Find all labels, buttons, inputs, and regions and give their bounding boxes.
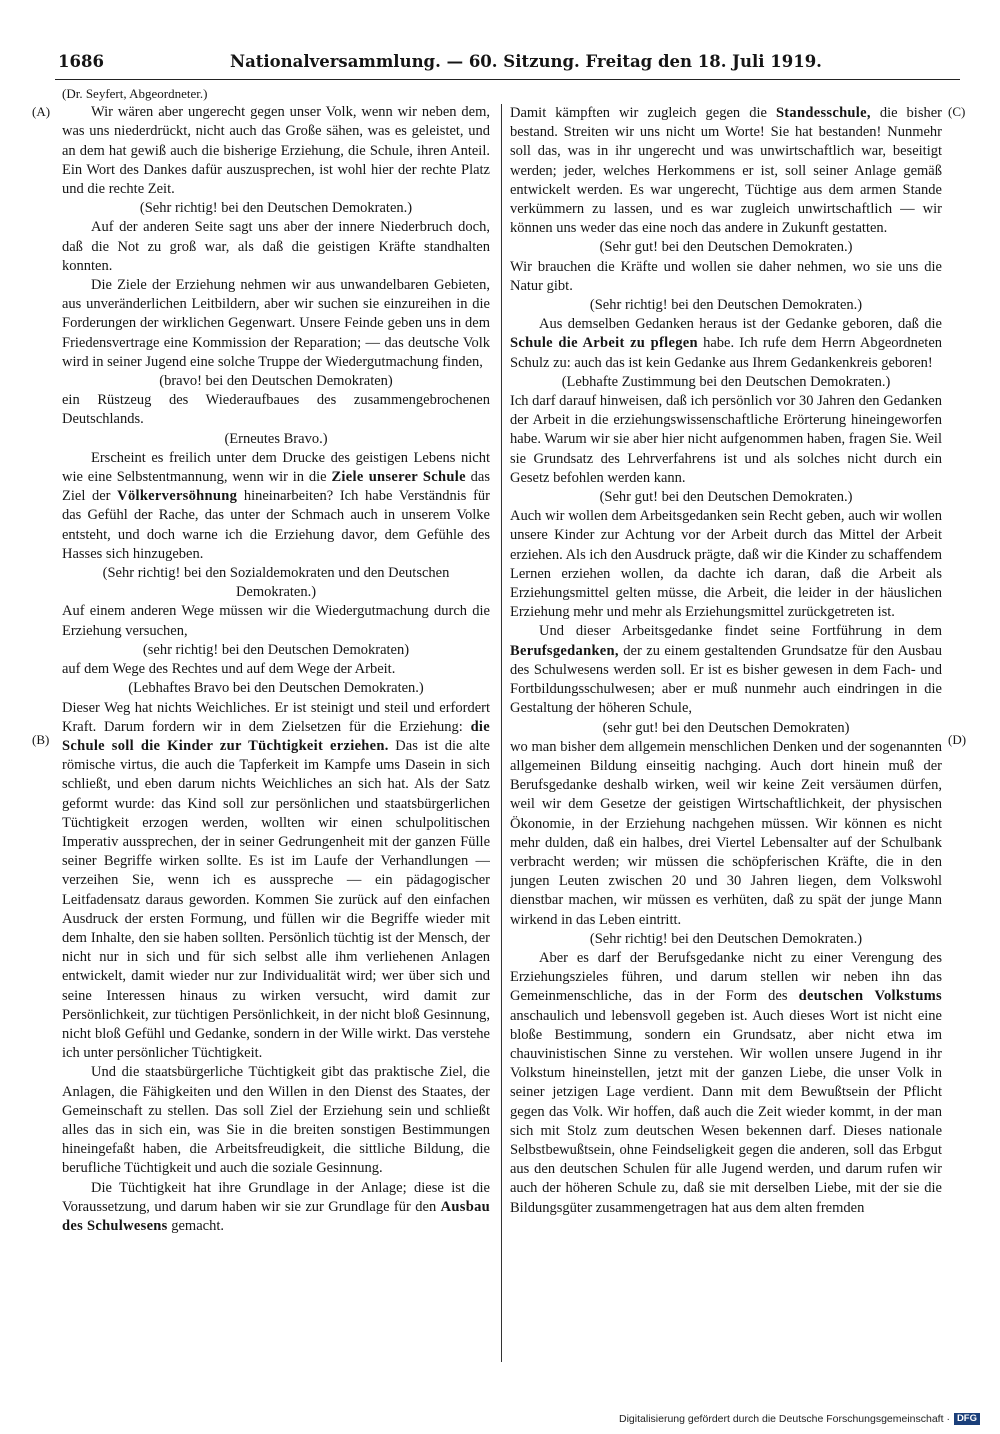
interjection: (sehr richtig! bei den Deutschen Demokraten): [142, 641, 410, 658]
paragraph: Auf einem anderen Wege müssen wir die Wiedergutmachung durch die Erziehung versuchen,: [62, 603, 490, 639]
text-run: hineinarbeiten? Ich habe Verständnis für das Gefühl der Rache, das unter der Schmach auch in unserem Volke entsteht, und doch warne ich die Erziehung davor, dem Gefühle des Hasses sich hinzugeben.: [62, 488, 490, 562]
paragraph: Die Ziele der Erziehung nehmen wir aus unwandelbaren Gebieten, aus unveränderlichen Leitbildern, aber wir suchen sie einzureihen in die Forderungen der wirklichen Gegenwart. Unsere Feinde geben uns in dem Friedensvertrage eine Kommission der Reparation; — das deutsche Volk wird in seiner Jugend eine solche Truppe der Wiedergutmachung finden,: [62, 277, 490, 370]
paragraph: ein Rüstzeug des Wiederaufbaues des zusammengebrochenen Deutschlands.: [62, 392, 490, 428]
column-divider: [501, 104, 502, 1362]
emphasis-standesschule: Standesschule,: [775, 105, 871, 121]
text-run: Aber es darf der Berufsgedanke nicht zu einer Verengung des Erziehungszieles führen, und darum stellen wir neben ihn das Gemeinmenschliche, das in der Form des: [510, 949, 942, 1005]
text-run: der zu einem gestaltenden Grundsatze für den Ausbau des Schulwesens werden soll. Er ist es bisher gewesen in dem Fach- und Fortbildungsschulwesen; aber er muß nunmehr auch eindringen in die Gestaltung der höheren Schule,: [510, 642, 942, 717]
interjection: (Sehr richtig! bei den Sozialdemokraten und den Deutschen Demokraten.): [102, 565, 450, 601]
emphasis-deutschen-volkstums: deutschen Volkstums: [798, 988, 942, 1005]
paragraph: [62, 699, 490, 1064]
interjection: (Sehr gut! bei den Deutschen Demokraten.): [599, 239, 853, 256]
paragraph: Auf der anderen Seite sagt uns aber der innere Niederbruch doch, daß die Not zu groß war, als daß die geistigen Kräfte standhalten konnten.: [62, 219, 490, 274]
text-run: Die Tüchtigkeit hat ihre Grundlage in der Anlage; diese ist die Voraussetzung, und darum haben wir sie zur Grundlage für den: [62, 1179, 490, 1215]
emphasis-schule-arbeit: Schule die Arbeit zu pflegen: [510, 335, 698, 352]
emphasis-tuechtigkeit: die Schule soll die Kinder zur Tüchtigkeit erziehen.: [62, 718, 490, 754]
paragraph: [510, 315, 942, 373]
interjection: (Lebhafte Zustimmung bei den Deutschen Demokraten.): [561, 373, 891, 390]
paragraph: wo man bisher dem allgemein menschlichen Denken und der sogenannten allgemeinen Bildung einseitig nachging. Auch dort hinein muß der Berufsgedanke deshalb wirken, weil wir keine Zeit versäumen dürfen, weil wir dem Gesetze der geistigen Wirtschaftlichkeit, der physischen Ökonomie, in der Erziehung nachgehen müssen. Wir können es nicht mehr dulden, daß ein halbes, drei Viertel Lebensalter auf der Schulbank verbracht werden; wir müssen die schöpferischen Kräfte, die in den jungen Leuten zwischen 20 und 30 Jahren liegen, dem Volkswohl dienstbar machen, wir müssen es verhüten, daß zu spät der junge Mann wirkend in das Leben eintritt.: [510, 738, 942, 928]
margin-marker-c: (C): [948, 104, 966, 119]
paragraph: Und die staatsbürgerliche Tüchtigkeit gibt das praktische Ziel, die Anlagen, die Fähigkeiten und den Willen in den Dienst des Staates, der Gemeinschaft zu stellen. Das soll Ziel der Erziehung sein und schließt alles das in sich ein, was Sie in die breiten sonstigen Bestimmungen hineingefaßt haben, die Arbeitsfreudigkeit, die sittliche Bildung, die berufliche Tüchtigkeit und auch die soziale Gesinnung.: [62, 1064, 490, 1177]
paragraph: [62, 449, 490, 564]
emphasis-voelkerversoehnung: Völkerversöhnung: [117, 488, 238, 505]
interjection: (Sehr richtig! bei den Deutschen Demokraten.): [589, 297, 863, 314]
speaker-line: (Dr. Seyfert, Abgeordneter.): [62, 86, 208, 101]
margin-marker-b: (B): [32, 732, 50, 747]
text-run: anschaulich und lebensvoll gegeben ist. Auch dieses Wort ist nicht eine bloße Bestimmung, sondern ein Grundsatz, aber nicht etwa im chauvinistischen Sinne zu verstehen. Wir wollen unsere Jugend in ihr Volkstum hineinstellen, jetzt mit der ganzen Liebe, die unser Volk in seiner jetzigen Lage verdient. Dann mit dem Bewußtsein der Pflicht gegen das Volk. Wir hoffen, daß auch die Zeit wieder kommt, in der man sich mit Stolz zum deutschen Wesen bekennen darf. Dieses nationale Selbstbewußtsein, ohne Feindseligkeit gegen die anderen, soll das Erbgut aus den deutschen Schulen für alle Jugend werden, und darum rufen wir auch der höheren Schule zu, daß sie mit derselben Liebe, mit der sie die Bildungsgüter zusammengetragen hat aus dem alten fremden: [510, 1007, 942, 1216]
right-column: [510, 104, 942, 1394]
paragraph: Wir brauchen die Kräfte und wollen sie daher nehmen, wo sie uns die Natur gibt.: [510, 258, 942, 294]
header-rule: [55, 79, 960, 80]
emphasis-ziele-unserer-schule: Ziele unserer Schule: [331, 469, 466, 486]
emphasis-ausbau-des-schulwesens: Ausbau des Schulwesens: [62, 1198, 490, 1234]
paragraph: [510, 104, 942, 238]
dfg-logo: DFG: [954, 1413, 980, 1425]
paragraph: [62, 1179, 490, 1237]
text-run: habe. Ich rufe dem Herrn Abgeordneten Schulz zu: auch das ist kein Gedanke aus Ihrem Gedankenkreis geboren!: [510, 335, 942, 371]
page-number: 1686: [58, 52, 104, 71]
text-run: Aus demselben Gedanken heraus ist der Gedanke geboren, daß die: [539, 316, 942, 333]
emphasis-berufsgedanken: Berufsgedanken,: [510, 642, 619, 659]
paragraph: Ich darf darauf hinweisen, daß ich persönlich vor 30 Jahren den Gedanken der Arbeit in die erziehungswissenschaftliche Erörterung hineingeworfen habe. Warum wir sie aber hier nicht aufgenommen haben, fragen Sie. Weil sie Grundsatz des Lehrverfahrens ist und als solches nicht durch ein Gesetz befohlen werden kann.: [510, 393, 942, 486]
text-run: Und dieser Arbeitsgedanke findet seine Fortführung in dem: [539, 623, 942, 640]
interjection: (bravo! bei den Deutschen Demokraten): [159, 373, 393, 390]
text-run: gemacht.: [167, 1217, 224, 1234]
page-header: [58, 50, 958, 76]
paragraph: Wir wären aber ungerecht gegen unser Volk, wenn wir neben dem, was uns niederdrückt, nicht auch das Große sähen, was es geleistet, und an dem hat gewiß auch die bisherige Erziehung, die Schule, ihren Anteil. Ein Wort des Dankes dafür auszusprechen, ist wohl hier der rechte Platz und die rechte Zeit.: [62, 104, 490, 198]
text-run: die bisher bestand. Streiten wir uns nicht um Worte! Sie hat bestanden! Nunmehr soll das, was in ihr ungerecht und was unwirtschaftlich war, beseitigt werden; jeder, welches Herkommens er ist, soll seiner Anlage gemäß entwickelt werden. Es war ungerecht, Tüchtige aus dem armen Stande verkümmern zu lassen, und es war zugleich unwirtschaftlich — wir können uns weder das eine noch das andere in Zukunft gestatten.: [510, 105, 942, 237]
text-run: Erscheint es freilich unter dem Drucke des geistigen Lebens nicht wie eine Selbstentmannung, wenn wir in die: [62, 449, 490, 486]
running-title: Nationalversammlung. — 60. Sitzung. Freitag den 18. Juli 1919.: [230, 52, 822, 71]
text-run: Dieser Weg hat nichts Weichliches. Er ist steinigt und steil und erfordert Kraft. Darum fordern wir in dem Zielsetzen für die Erziehung:: [62, 699, 490, 735]
text-run: Damit kämpften wir zugleich gegen die: [510, 105, 776, 121]
text-run: Das ist die alte römische virtus, die auch die Tapferkeit im Kampfe ums Dasein in sich schließt, und eben darum nichts Weichliches an sich hat. Als der Satz geformt wurde: das Kind soll zur persönlichen und staatsbürgerlichen Tüchtigkeit erzogen werden, wollten wir einen schulpolitischen Imperativ aussprechen, der in seiner Gedrungenheit mit der ganzen Fülle seiner Begriffe wirken sollte. Es ist im Laufe der Verhandlungen — verzeihen Sie, wenn ich es ausspreche — ein pädagogischer Leitfadensatz daraus geworden. Kommen Sie zurück auf den einfachen Ausdruck der ersten Formung, und füllen wir die Begriffe wieder mit dem Inhalte, den sie haben sollten. Persönlich tüchtig ist der Mensch, der nicht nur in sich und für sich selbst alle ihm verliehenen Anlagen entwickelt, damit wieder nur zur Individualität wird; wer über sich und seine Interessen hinaus zu wirken versucht, wird damit zur Persönlichkeit, zur tüchtigen Persönlichkeit, in der nicht bloß Gesinnung, nicht bloß Gefühl und Gedanke, sondern in der Wille wirkt. Das verstehe ich unter persönlicher Tüchtigkeit.: [62, 737, 490, 1062]
paragraph: Auch wir wollen dem Arbeitsgedanken sein Recht geben, auch wir wollen unsere Kinder zur Achtung vor der Arbeit durch das Mittel der Arbeit erziehen. Als ich den Ausdruck prägte, daß wir die Kinder zu schaffendem Lernen erziehen wollen, da dachte ich daran, daß die Arbeit als Erziehungsmittel gelten müsse, die Arbeit, die leider in der häuslichen Erziehung mehr und mehr als Erziehungsmittel zurückgetreten ist.: [510, 508, 942, 621]
digitization-credit: [619, 1413, 980, 1425]
interjection: (Sehr richtig! bei den Deutschen Demokraten.): [139, 200, 413, 217]
margin-marker-d: (D): [948, 732, 967, 747]
credit-text: Digitalisierung gefördert durch die Deutsche Forschungsgemeinschaft ·: [619, 1413, 950, 1425]
paragraph: auf dem Wege des Rechtes und auf dem Wege der Arbeit.: [62, 661, 396, 678]
paragraph: [510, 622, 942, 718]
margin-marker-a: (A): [32, 104, 51, 119]
interjection: (Sehr richtig! bei den Deutschen Demokraten.): [589, 930, 863, 947]
interjection: (Lebhaftes Bravo bei den Deutschen Demokraten.): [128, 680, 424, 697]
interjection: (Sehr gut! bei den Deutschen Demokraten.): [599, 489, 853, 506]
interjection: (sehr gut! bei den Deutschen Demokraten): [602, 719, 850, 736]
left-column: [62, 84, 490, 1374]
paragraph: [510, 949, 942, 1218]
text-run: das Ziel der: [62, 469, 490, 505]
interjection: (Erneutes Bravo.): [224, 430, 328, 447]
